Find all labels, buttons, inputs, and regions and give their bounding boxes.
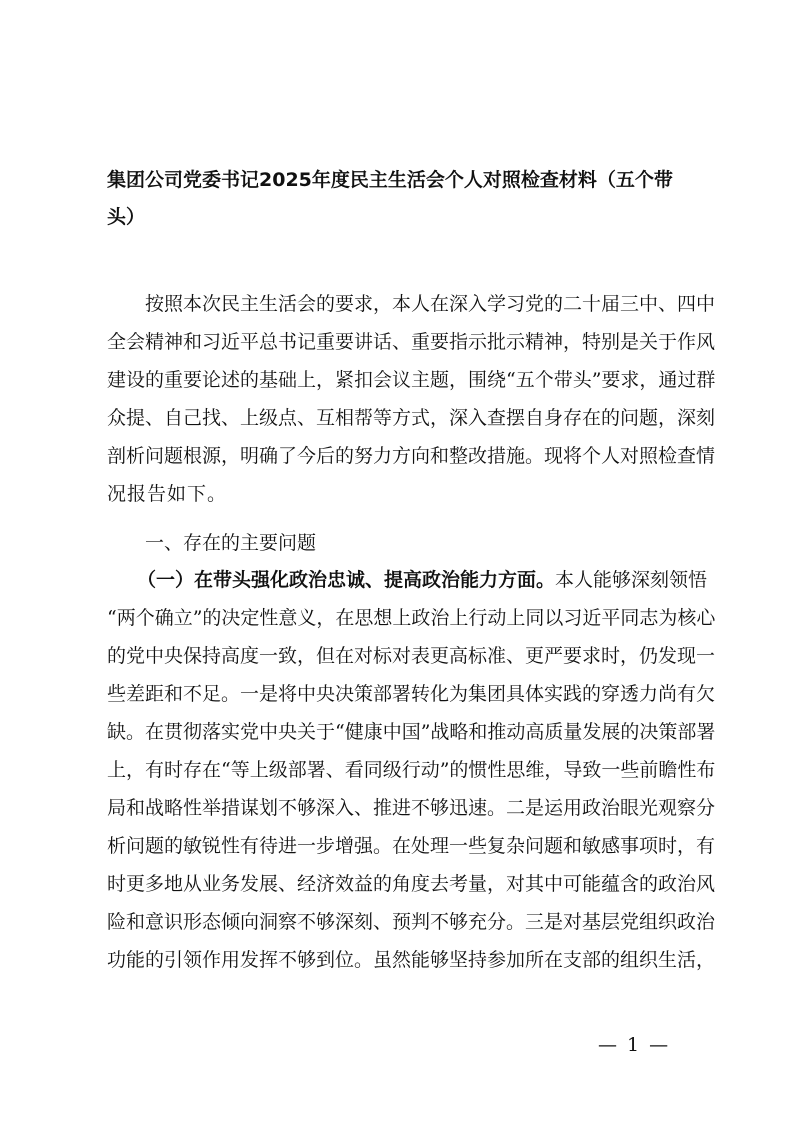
paragraph-line: 时更多地从业务发展、经济效益的角度去考量，对其中可能蕴含的政治风 xyxy=(107,873,716,895)
title-line: 头） xyxy=(107,206,146,228)
paragraph-line: 些差距和不足。一是将中央决策部署转化为集团具体实践的穿透力尚有欠 xyxy=(107,683,716,705)
paragraph-line: 按照本次民主生活会的要求，本人在深入学习党的二十届三中、四中 xyxy=(145,293,716,315)
paragraph-line: “两个确立”的决定性意义，在思想上政治上行动上同以习近平同志为核心 xyxy=(107,607,716,629)
paragraph-line: 的党中央保持高度一致，但在对标对表更高标准、更严要求时，仍发现一 xyxy=(107,645,716,667)
title-line: 集团公司党委书记2025年度民主生活会个人对照检查材料（五个带 xyxy=(107,169,673,191)
paragraph-line: 功能的引领作用发挥不够到位。虽然能够坚持参加所在支部的组织生活， xyxy=(107,949,716,971)
paragraph-line: 上，有时存在“等上级部署、看同级行动”的惯性思维，导致一些前瞻性布 xyxy=(107,759,716,781)
paragraph-line: 析问题的敏锐性有待进一步增强。在处理一些复杂问题和敏感事项时，有 xyxy=(107,835,716,857)
paragraph-line: 缺。在贯彻落实党中央关于“健康中国”战略和推动高质量发展的决策部署 xyxy=(107,721,716,743)
paragraph-text: 本人能够深刻领悟 xyxy=(555,569,708,591)
paragraph-line: 局和战略性举措谋划不够深入、推进不够迅速。二是运用政治眼光观察分 xyxy=(107,797,716,819)
paragraph-line: 险和意识形态倾向洞察不够深刻、预判不够充分。三是对基层党组织政治 xyxy=(107,911,716,933)
paragraph-line xyxy=(137,568,708,592)
section-heading: 一、存在的主要问题 xyxy=(145,532,317,554)
paragraph-line: 全会精神和习近平总书记重要讲话、重要指示批示精神，特别是关于作风 xyxy=(107,331,716,353)
page-number: — 1 — xyxy=(598,1034,671,1056)
paragraph-line: 众提、自己找、上级点、互相帮等方式，深入查摆自身存在的问题，深刻 xyxy=(107,407,716,429)
subsection-lead: （一）在带头强化政治忠诚、提高政治能力方面。 xyxy=(137,569,556,591)
paragraph-line: 建设的重要论述的基础上，紧扣会议主题，围绕“五个带头”要求，通过群 xyxy=(107,369,716,391)
paragraph-line: 剖析问题根源，明确了今后的努力方向和整改措施。现将个人对照检查情 xyxy=(107,445,716,467)
paragraph-line: 况报告如下。 xyxy=(107,483,228,505)
